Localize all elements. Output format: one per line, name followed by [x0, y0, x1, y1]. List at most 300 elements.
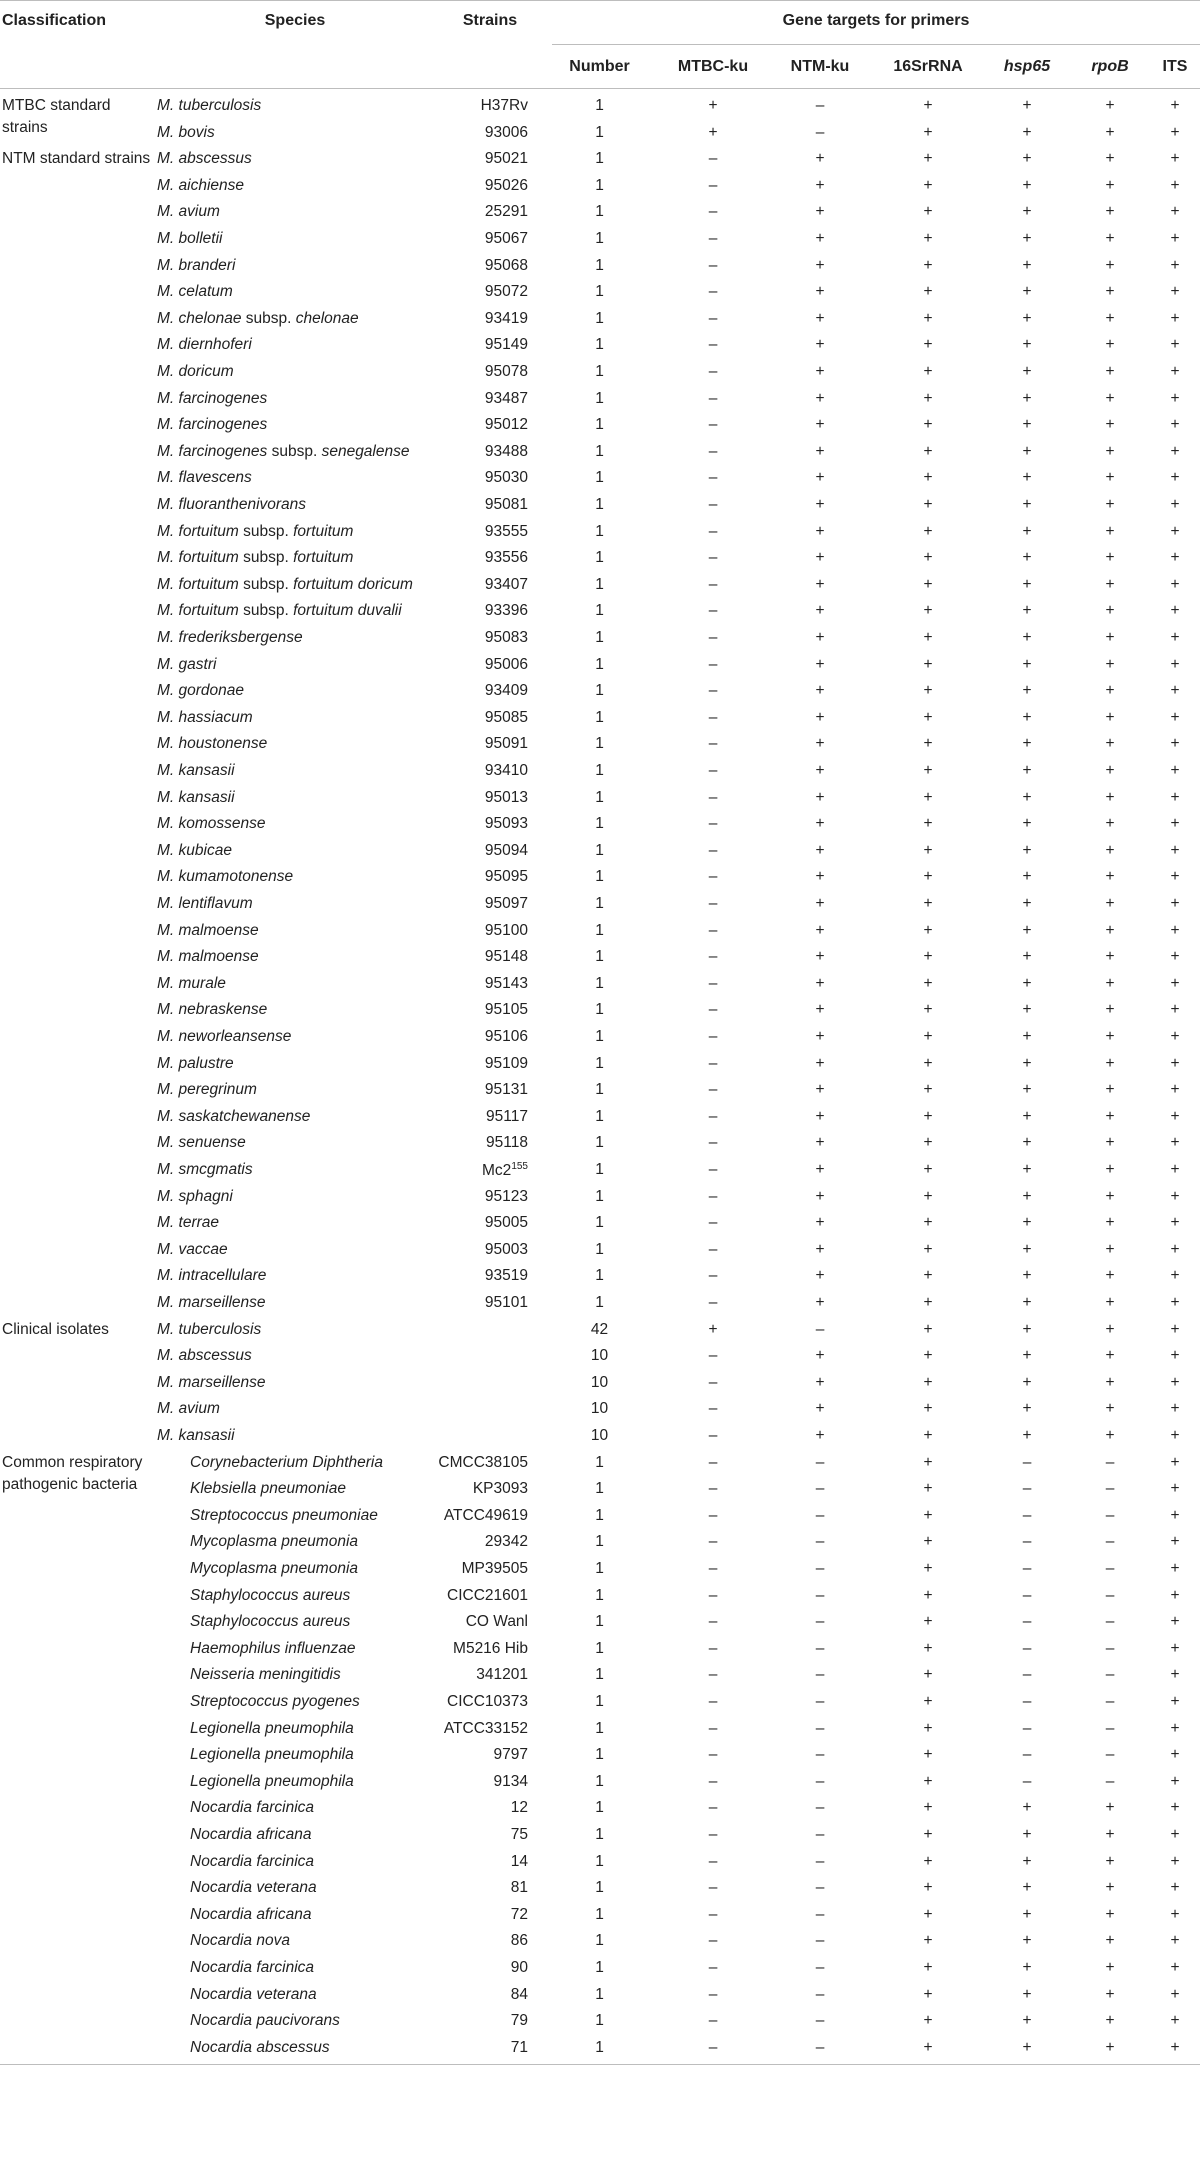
hsp65-result: + [1022, 1081, 1032, 1099]
strain-id [410, 549, 528, 567]
table-row [0, 438, 1200, 465]
hsp65-result: – [1022, 1453, 1032, 1471]
species-genus-epithet: M. fortuitum [157, 575, 239, 593]
its-result: + [1170, 602, 1180, 620]
number-value: 1 [595, 1028, 604, 1045]
ntm-ku-result: – [815, 1719, 825, 1737]
rpob-result: + [1105, 1799, 1115, 1817]
strain-text: 95148 [484, 948, 528, 966]
rrna16s-result: + [923, 1400, 933, 1418]
rpob-result: + [1105, 1905, 1115, 1923]
table-row [0, 1050, 1200, 1077]
species-name [157, 97, 261, 115]
species-name [157, 1028, 291, 1046]
hsp65-result: + [1022, 575, 1032, 593]
hsp65-result: + [1022, 948, 1032, 966]
rpob-result: + [1105, 283, 1115, 301]
hsp65-result: – [1022, 1666, 1032, 1684]
rpob-result: + [1105, 1400, 1115, 1418]
strain-text: 95095 [484, 868, 528, 886]
rpob-result: – [1105, 1719, 1115, 1737]
strain-text: 95013 [484, 788, 528, 806]
rrna16s-result: + [923, 1001, 933, 1019]
table-row [0, 358, 1200, 385]
strain-id [410, 150, 528, 168]
its-result: + [1170, 1373, 1180, 1391]
rpob-result: + [1105, 97, 1115, 114]
hsp65-result: + [1022, 841, 1032, 859]
rpob-result: + [1105, 1081, 1115, 1099]
ntm-ku-result: + [815, 921, 825, 939]
table-row [0, 837, 1200, 864]
strain-text: 93519 [484, 1267, 528, 1285]
header-ntm-ku: NTM-ku [790, 58, 850, 75]
number-value: 1 [595, 575, 604, 593]
strain-text: 95106 [484, 1028, 528, 1045]
mtbc-ku-result: – [708, 655, 718, 673]
its-result: + [1170, 1294, 1180, 1311]
ntm-ku-result: + [815, 1081, 825, 1099]
mtbc-ku-result: – [708, 1826, 718, 1843]
species-name [157, 1267, 266, 1285]
hsp65-result: + [1022, 921, 1032, 939]
rrna16s-result: + [923, 868, 933, 886]
its-result: + [1170, 1586, 1180, 1604]
mtbc-ku-result: – [708, 1187, 718, 1205]
ntm-ku-result: – [815, 1905, 825, 1923]
species-genus-epithet: Nocardia nova [190, 1932, 290, 1950]
rrna16s-result: + [923, 1932, 933, 1950]
strain-text: 95118 [486, 1134, 528, 1152]
strain-id [410, 177, 528, 195]
rpob-result: + [1105, 2012, 1115, 2030]
rrna16s-result: + [923, 389, 933, 407]
its-result: + [1170, 1028, 1180, 1045]
mtbc-ku-result: – [708, 2012, 718, 2030]
hsp65-result: + [1022, 1320, 1032, 1338]
hsp65-result: + [1022, 336, 1032, 354]
hsp65-result: + [1022, 1400, 1032, 1418]
species-name [190, 1720, 354, 1738]
number-value: 1 [595, 1214, 604, 1232]
strain-text: Mc2 [482, 1162, 512, 1180]
table-row [0, 651, 1200, 678]
its-result: + [1170, 2012, 1180, 2030]
species-name [157, 1188, 233, 1206]
ntm-ku-result: + [815, 1214, 825, 1232]
mtbc-ku-result: – [708, 336, 718, 354]
mtbc-ku-result: – [708, 522, 718, 540]
ntm-ku-result: – [815, 1453, 825, 1471]
rrna16s-result: + [923, 1267, 933, 1285]
number-value: 1 [595, 469, 604, 487]
strain-text: 95091 [484, 735, 528, 753]
species-genus-epithet: M. tuberculosis [157, 97, 262, 114]
hsp65-result: + [1022, 1240, 1032, 1258]
number-value: 1 [595, 1666, 604, 1684]
its-result: + [1170, 1480, 1180, 1498]
rrna16s-result: + [923, 256, 933, 274]
ntm-ku-result: + [815, 1400, 825, 1418]
species-genus-epithet: M. flavescens [157, 469, 252, 487]
strain-id [410, 1587, 528, 1605]
mtbc-ku-result: – [708, 389, 718, 407]
rpob-result: + [1105, 655, 1115, 673]
table-row [0, 1023, 1200, 1050]
number-value: 1 [595, 1480, 604, 1498]
rrna16s-result: + [923, 1613, 933, 1631]
ntm-ku-result: + [815, 1427, 825, 1444]
hsp65-result: – [1022, 1719, 1032, 1737]
strain-id [410, 656, 528, 674]
header-bottom-rule [0, 88, 1200, 89]
hsp65-result: + [1022, 1985, 1032, 2003]
number-value: 1 [595, 123, 604, 141]
species-name [190, 1613, 350, 1631]
strain-text: ATCC49619 [443, 1506, 528, 1524]
mtbc-ku-result: – [708, 1480, 718, 1498]
strain-text: 95030 [484, 469, 528, 487]
its-result: + [1170, 283, 1180, 301]
ntm-ku-result: + [815, 256, 825, 274]
strain-id [410, 1746, 528, 1764]
rpob-result: + [1105, 868, 1115, 886]
hsp65-result: + [1022, 522, 1032, 540]
mtbc-ku-result: – [708, 1905, 718, 1923]
strain-id [410, 735, 528, 753]
number-value: 1 [595, 283, 604, 301]
number-value: 1 [595, 1799, 604, 1817]
hsp65-result: – [1022, 1639, 1032, 1657]
hsp65-result: + [1022, 283, 1032, 301]
strain-id [410, 1134, 528, 1152]
strain-id [410, 203, 528, 221]
rpob-result: + [1105, 1267, 1115, 1285]
rrna16s-result: + [923, 2012, 933, 2030]
table-row [0, 1262, 1200, 1289]
species-genus-epithet: Mycoplasma pneumonia [190, 1533, 359, 1551]
hsp65-result: – [1022, 1746, 1032, 1764]
rrna16s-result: + [923, 123, 933, 141]
species-name [157, 789, 235, 807]
rrna16s-result: + [923, 1054, 933, 1072]
table-row [0, 544, 1200, 571]
strain-id [410, 1773, 528, 1791]
number-value: 1 [595, 1932, 604, 1950]
species-name [190, 2039, 330, 2057]
strain-text: 95012 [484, 416, 528, 434]
rpob-result: + [1105, 1107, 1115, 1125]
table-row [0, 1103, 1200, 1130]
species-genus-epithet: M. senuense [157, 1134, 246, 1152]
table-row [0, 1741, 1200, 1768]
strain-id [410, 1666, 528, 1684]
rpob-result: + [1105, 682, 1115, 700]
number-value: 1 [595, 1134, 604, 1152]
strain-superscript: 155 [511, 1161, 528, 1172]
mtbc-ku-result: – [708, 203, 718, 221]
its-result: + [1170, 123, 1180, 141]
strain-text: 84 [510, 1985, 528, 2003]
species-genus-epithet: M. kansasii [157, 788, 235, 806]
rpob-result: + [1105, 1347, 1115, 1365]
strain-text: 95005 [484, 1214, 528, 1232]
its-result: + [1170, 1959, 1180, 1976]
rrna16s-result: + [923, 176, 933, 194]
species-genus-epithet: Nocardia farcinica [190, 1799, 315, 1817]
header-gene-targets: Gene targets for primers [782, 12, 970, 29]
rpob-result: – [1105, 1746, 1115, 1764]
species-name [157, 682, 244, 700]
hsp65-result: + [1022, 1054, 1032, 1072]
number-value: 1 [595, 2012, 604, 2030]
rpob-result: + [1105, 1320, 1115, 1338]
species-genus-epithet: M. branderi [157, 256, 236, 274]
strain-text: CMCC38105 [438, 1453, 528, 1471]
mtbc-ku-result: + [708, 97, 718, 114]
strain-text: 12 [510, 1799, 528, 1817]
hsp65-result: + [1022, 655, 1032, 673]
table-row [0, 890, 1200, 917]
mtbc-ku-result: – [708, 1639, 718, 1657]
strain-id [410, 1879, 528, 1897]
its-result: + [1170, 176, 1180, 194]
species-name [157, 203, 220, 221]
mtbc-ku-result: – [708, 1852, 718, 1870]
its-result: + [1170, 1001, 1180, 1019]
ntm-ku-result: + [815, 868, 825, 886]
its-result: + [1170, 1187, 1180, 1205]
rrna16s-result: + [923, 1746, 933, 1764]
its-result: + [1170, 1719, 1180, 1737]
species-genus-epithet: Nocardia veterana [190, 1879, 317, 1897]
table-row [0, 491, 1200, 518]
rpob-result: + [1105, 549, 1115, 567]
mtbc-ku-result: – [708, 496, 718, 513]
rpob-result: + [1105, 1373, 1115, 1391]
mtbc-ku-result: – [708, 948, 718, 966]
ntm-ku-result: – [815, 1320, 825, 1338]
rrna16s-result: + [923, 1187, 933, 1205]
ntm-ku-result: + [815, 363, 825, 380]
rrna16s-result: + [923, 1134, 933, 1152]
hsp65-result: – [1022, 1533, 1032, 1551]
mtbc-ku-result: – [708, 629, 718, 646]
strain-text: 95067 [484, 230, 528, 247]
strain-text: 95085 [484, 708, 528, 726]
mtbc-ku-result: – [708, 230, 718, 247]
rpob-result: + [1105, 469, 1115, 487]
rpob-result: + [1105, 602, 1115, 620]
mtbc-ku-result: – [708, 1719, 718, 1737]
its-result: + [1170, 150, 1180, 168]
species-name [157, 1347, 252, 1365]
hsp65-result: + [1022, 1799, 1032, 1817]
species-name [157, 390, 267, 408]
rrna16s-result: + [923, 682, 933, 700]
rpob-result: + [1105, 389, 1115, 407]
number-value: 10 [590, 1400, 609, 1418]
strain-text: 95006 [484, 655, 528, 673]
rpob-result: – [1105, 1480, 1115, 1498]
strain-id [410, 1613, 528, 1631]
species-genus-epithet: Nocardia veterana [190, 1985, 317, 2003]
hsp65-result: + [1022, 1134, 1032, 1152]
number-value: 1 [595, 682, 604, 700]
species-name [157, 1108, 310, 1126]
ntm-ku-result: + [815, 974, 825, 992]
species-genus-epithet: M. farcinogenes [157, 389, 268, 407]
ntm-ku-result: – [815, 1560, 825, 1577]
mtbc-ku-result: – [708, 469, 718, 487]
species-genus-epithet: M. kubicae [157, 841, 232, 859]
number-value: 1 [595, 1054, 604, 1072]
ntm-ku-result: + [815, 1373, 825, 1391]
species-name [157, 1134, 246, 1152]
strain-text: 95101 [484, 1294, 528, 1311]
species-name [157, 762, 235, 780]
strain-text: 29342 [484, 1533, 528, 1551]
number-value: 1 [595, 1826, 604, 1843]
hsp65-result: + [1022, 469, 1032, 487]
hsp65-result: + [1022, 602, 1032, 620]
ntm-ku-result: – [815, 1533, 825, 1551]
species-genus-epithet: M. doricum [157, 363, 234, 380]
number-value: 1 [595, 1852, 604, 1870]
table-row [0, 810, 1200, 837]
its-result: + [1170, 1879, 1180, 1897]
rrna16s-result: + [923, 815, 933, 833]
hsp65-result: + [1022, 1373, 1032, 1391]
its-result: + [1170, 1746, 1180, 1764]
number-value: 1 [595, 762, 604, 779]
strain-text: 93407 [484, 575, 528, 593]
its-result: + [1170, 1267, 1180, 1285]
species-genus-epithet: M. fortuitum [157, 602, 239, 620]
species-name [157, 1161, 253, 1179]
its-result: + [1170, 575, 1180, 593]
rpob-result: + [1105, 1028, 1115, 1045]
strain-id [410, 363, 528, 381]
species-name [190, 1879, 317, 1897]
species-name [157, 1055, 234, 1073]
strain-text: 95026 [484, 176, 528, 194]
its-result: + [1170, 469, 1180, 487]
rrna16s-result: + [923, 203, 933, 221]
ntm-ku-result: + [815, 815, 825, 833]
its-result: + [1170, 629, 1180, 646]
ntm-ku-result: – [815, 1959, 825, 1976]
number-value: 1 [595, 336, 604, 354]
strain-text: 93487 [484, 389, 528, 407]
hsp65-result: – [1022, 1772, 1032, 1790]
species-name [157, 230, 222, 248]
strain-text: 95097 [484, 895, 528, 912]
its-result: + [1170, 1214, 1180, 1232]
table-row [0, 597, 1200, 624]
table-row [0, 1289, 1200, 1316]
rrna16s-result: + [923, 1560, 933, 1577]
rpob-result: + [1105, 1852, 1115, 1870]
strain-id [410, 1188, 528, 1206]
its-result: + [1170, 868, 1180, 886]
strain-text: 93419 [484, 309, 528, 327]
mtbc-ku-result: – [708, 1427, 718, 1444]
its-result: + [1170, 256, 1180, 274]
number-value: 1 [595, 868, 604, 886]
ntm-ku-result: + [815, 549, 825, 567]
species-name [190, 1640, 355, 1658]
strain-id [410, 1640, 528, 1658]
strain-id [410, 1507, 528, 1525]
mtbc-ku-result: – [708, 416, 718, 434]
strain-id [410, 682, 528, 700]
header-rpob: rpoB [1091, 58, 1129, 75]
strain-text: 95093 [484, 815, 528, 833]
strain-id [410, 390, 528, 408]
species-genus-epithet: Neisseria meningitidis [190, 1666, 341, 1684]
table-row [0, 784, 1200, 811]
header-row-2 [0, 44, 1200, 88]
species-name [157, 975, 226, 993]
species-genus-epithet: M. farcinogenes [157, 416, 268, 434]
number-value: 1 [595, 895, 604, 912]
ntm-ku-result: – [815, 1879, 825, 1897]
ntm-ku-result: + [815, 336, 825, 354]
hsp65-result: + [1022, 97, 1032, 114]
strain-id [410, 124, 528, 142]
its-result: + [1170, 1533, 1180, 1551]
rrna16s-result: + [923, 1826, 933, 1843]
species-name [157, 656, 216, 674]
rpob-result: + [1105, 1959, 1115, 1976]
header-its: ITS [1162, 58, 1188, 75]
its-result: + [1170, 1506, 1180, 1524]
ntm-ku-result: + [815, 203, 825, 221]
species-name [157, 177, 244, 195]
number-value: 1 [595, 1267, 604, 1285]
rrna16s-result: + [923, 496, 933, 513]
hsp65-result: + [1022, 1187, 1032, 1205]
number-value: 10 [590, 1347, 609, 1365]
species-name [157, 336, 252, 354]
species-genus-epithet: M. palustre [157, 1054, 234, 1072]
its-result: + [1170, 1799, 1180, 1817]
its-result: + [1170, 203, 1180, 221]
strain-text: M5216 Hib [453, 1639, 528, 1657]
ntm-ku-result: + [815, 522, 825, 540]
species-genus-epithet: M. kumamotonense [157, 868, 294, 886]
table-row [0, 1954, 1200, 1981]
strain-id [410, 257, 528, 275]
mtbc-ku-result: – [708, 974, 718, 992]
ntm-ku-result: + [815, 948, 825, 966]
mtbc-ku-result: – [708, 1214, 718, 1232]
ntm-ku-result: – [815, 1480, 825, 1498]
rrna16s-result: + [923, 1373, 933, 1391]
mtbc-ku-result: – [708, 895, 718, 912]
table-row [0, 996, 1200, 1023]
ntm-ku-result: – [815, 1506, 825, 1524]
hsp65-result: + [1022, 1214, 1032, 1232]
ntm-ku-result: + [815, 629, 825, 646]
number-value: 1 [595, 1772, 604, 1790]
mtbc-ku-result: + [708, 123, 718, 141]
rpob-result: + [1105, 363, 1115, 380]
number-value: 1 [595, 841, 604, 859]
strain-text: CICC21601 [447, 1586, 528, 1604]
strain-id [410, 1693, 528, 1711]
